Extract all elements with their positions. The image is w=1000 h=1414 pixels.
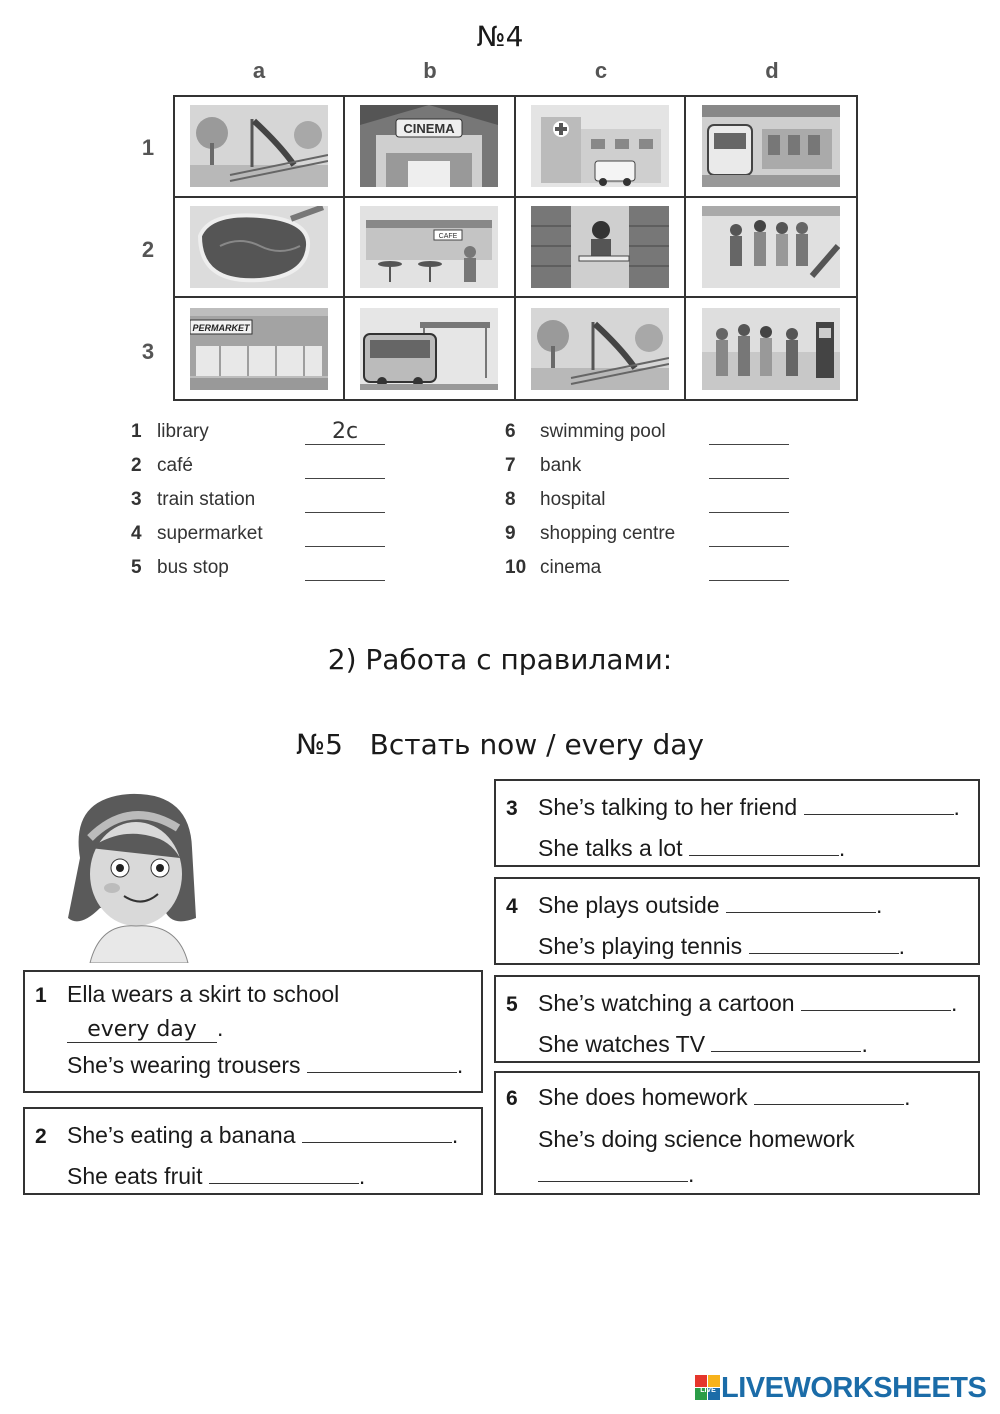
sentence-line: She’s talking to her friend .	[538, 794, 960, 820]
sentence-line: She eats fruit .	[67, 1163, 366, 1189]
answer-field[interactable]	[305, 489, 385, 513]
girl-illustration	[60, 788, 210, 963]
sentence-line: She’s doing science homework	[538, 1126, 855, 1152]
exercise-box-1	[23, 970, 483, 1093]
column-letter-b: b	[423, 58, 437, 83]
vocab-number: 6	[505, 421, 516, 442]
vocab-number: 5	[131, 557, 142, 578]
library-icon	[531, 206, 669, 288]
answer-field[interactable]	[709, 421, 789, 445]
vocab-number: 3	[131, 489, 142, 510]
vocab-item	[505, 421, 805, 451]
box-number: 5	[506, 993, 518, 1016]
vocab-item	[131, 455, 401, 485]
bus-stop-icon	[360, 308, 498, 390]
answer-field[interactable]	[749, 934, 899, 954]
liveworksheets-badge-icon	[695, 1375, 721, 1401]
exercise-box-2	[23, 1107, 483, 1195]
vocab-number: 8	[505, 489, 516, 510]
exercise-box-6	[494, 1071, 980, 1195]
box-number: 2	[35, 1125, 47, 1148]
vocab-item	[505, 557, 805, 587]
sentence-line: She talks a lot .	[538, 835, 846, 861]
answer-field[interactable]	[709, 557, 789, 581]
bank-icon	[702, 308, 840, 390]
answer-field[interactable]	[709, 455, 789, 479]
column-letter-c: c	[594, 58, 608, 83]
vocab-number: 10	[505, 557, 527, 578]
exercise-box-4	[494, 877, 980, 965]
box-number: 6	[506, 1087, 518, 1110]
column-letter-a: a	[252, 58, 266, 83]
sentence-line: She’s watching a cartoon .	[538, 990, 958, 1016]
swimming-pool-icon	[190, 206, 328, 288]
vocab-word: library	[157, 421, 209, 442]
svg-text:LIVE: LIVE	[700, 1387, 716, 1394]
picture-cell-3a	[175, 298, 345, 399]
cinema-sign: CINEMA	[403, 121, 456, 137]
box-number: 1	[35, 984, 47, 1007]
picture-cell-2d	[686, 198, 856, 299]
vocab-item	[505, 455, 805, 485]
row-number-3: 3	[141, 339, 155, 364]
exercise-4-title: №4	[476, 20, 524, 53]
sentence-line: Ella wears a skirt to school	[67, 981, 340, 1007]
vocab-word: cinema	[540, 557, 602, 578]
answer-field[interactable]	[689, 836, 839, 856]
sentence-line: She’s playing tennis .	[538, 933, 905, 959]
cinema-building-icon	[360, 105, 498, 187]
picture-grid	[173, 95, 858, 401]
sentence-line: every day .	[67, 1015, 223, 1043]
train-station-icon	[702, 105, 840, 187]
picture-cell-1d	[686, 97, 856, 198]
answer-field[interactable]	[302, 1123, 452, 1143]
picture-cell-2a	[175, 198, 345, 299]
playground-icon	[190, 105, 328, 187]
answer-field[interactable]	[307, 1053, 457, 1073]
box-number: 3	[506, 797, 518, 820]
picture-cell-3b	[345, 298, 515, 399]
vocab-item	[131, 489, 401, 519]
playground-icon	[531, 308, 669, 390]
vocab-word: bank	[540, 455, 582, 476]
vocab-word: café	[157, 455, 193, 476]
answer-field[interactable]	[305, 557, 385, 581]
answer-field[interactable]	[209, 1164, 359, 1184]
vocab-word: train station	[157, 489, 256, 510]
sentence-line: She plays outside .	[538, 892, 883, 918]
liveworksheets-logo[interactable]	[695, 1372, 986, 1404]
sentence-line: .	[538, 1161, 694, 1188]
sentence-line: She does homework .	[538, 1084, 911, 1110]
row-number-2: 2	[141, 237, 155, 262]
cafe-sign: CAFE	[439, 232, 458, 240]
answer-field[interactable]	[726, 893, 876, 913]
sentence-line: She’s wearing trousers .	[67, 1052, 464, 1078]
answer-field[interactable]	[709, 523, 789, 547]
answer-field[interactable]	[305, 523, 385, 547]
vocab-word: hospital	[540, 489, 606, 510]
sentence-line: She watches TV .	[538, 1031, 868, 1057]
vocab-number: 2	[131, 455, 142, 476]
vocab-word: shopping centre	[540, 523, 676, 544]
vocab-item	[131, 421, 401, 451]
vocab-number: 1	[131, 421, 142, 442]
vocab-word: swimming pool	[540, 421, 666, 442]
answer-field[interactable]	[801, 991, 951, 1011]
column-letter-d: d	[765, 58, 779, 83]
answer-field[interactable]	[711, 1032, 861, 1052]
exercise-5-title: №5 Встать now / every day	[296, 728, 704, 761]
section-2-title: 2) Работа с правилами:	[327, 643, 673, 676]
answer-field[interactable]: 2c	[305, 421, 385, 445]
picture-cell-1c	[516, 97, 686, 198]
row-number-1: 1	[141, 135, 155, 160]
picture-cell-2b	[345, 198, 515, 299]
vocab-word: supermarket	[157, 523, 263, 544]
sentence-line: She’s eating a banana .	[67, 1122, 459, 1148]
box-number: 4	[506, 895, 518, 918]
picture-cell-2c	[516, 198, 686, 299]
vocab-number: 9	[505, 523, 516, 544]
answer-field[interactable]	[709, 489, 789, 513]
answer-field[interactable]	[754, 1085, 904, 1105]
vocab-number: 4	[131, 523, 142, 544]
picture-cell-1a	[175, 97, 345, 198]
exercise-box-5	[494, 975, 980, 1063]
exercise-box-3	[494, 779, 980, 867]
answer-field[interactable]: every day	[67, 1017, 217, 1043]
picture-cell-3d	[686, 298, 856, 399]
vocab-item	[505, 523, 805, 553]
answer-field[interactable]	[305, 455, 385, 479]
vocab-item	[131, 557, 401, 587]
vocab-item	[131, 523, 401, 553]
vocab-word: bus stop	[157, 557, 229, 578]
logo-text: LIVEWORKSHEETS	[721, 1371, 987, 1404]
supermarket-sign: PERMARKET	[192, 322, 250, 333]
vocab-number: 7	[505, 455, 516, 476]
picture-cell-1b	[345, 97, 515, 198]
answer-field[interactable]	[804, 795, 954, 815]
picture-cell-3c	[516, 298, 686, 399]
supermarket-icon	[190, 308, 328, 390]
shopping-centre-icon	[702, 206, 840, 288]
answer-field[interactable]	[538, 1162, 688, 1182]
hospital-icon	[531, 105, 669, 187]
vocab-item	[505, 489, 805, 519]
cafe-icon	[360, 206, 498, 288]
